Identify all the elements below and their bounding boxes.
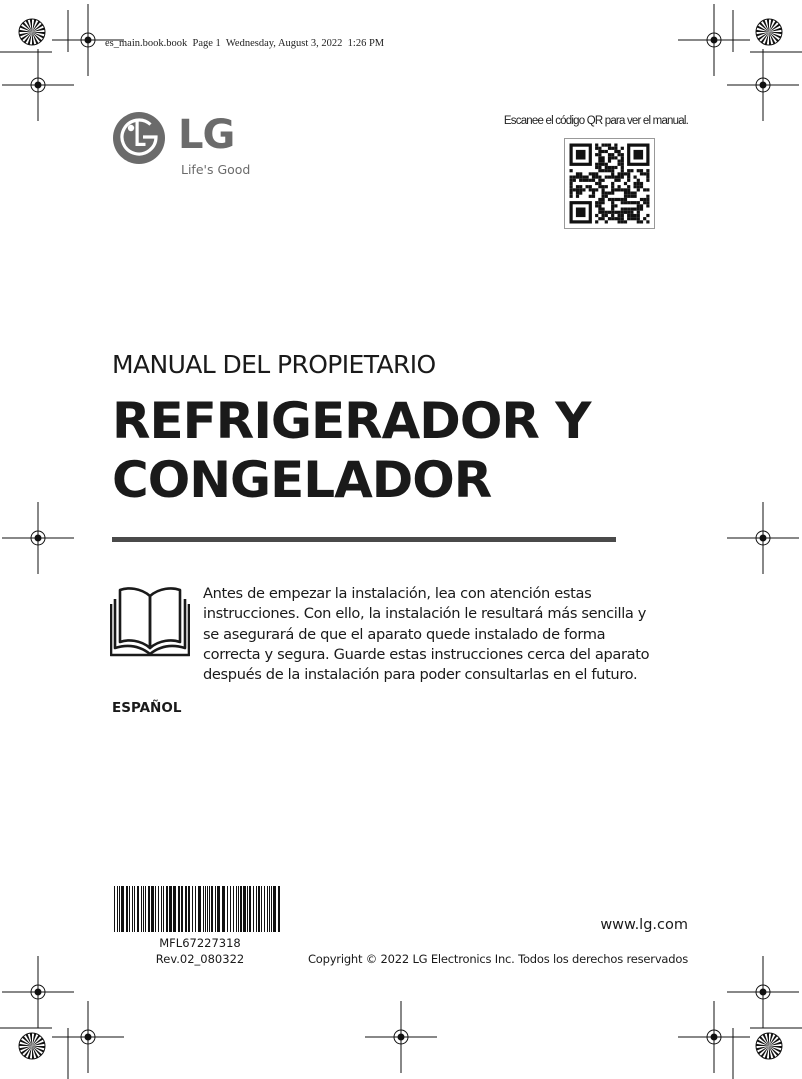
language-label: ESPAÑOL [112,700,182,716]
installation-notice [203,584,683,685]
document-type: MANUAL DEL PROPIETARIO [112,350,436,379]
registration-crosshair [2,49,74,121]
barcode-icon [112,886,284,932]
registration-starburst [19,1033,45,1059]
registration-crosshair [727,49,799,121]
notice-line: Antes de empezar la instalación, lea con atención estas [203,585,592,602]
open-book-icon [110,584,190,658]
logo-tagline: Life's Good [181,162,251,177]
logo-wordmark: LG [178,112,235,158]
revision-code: Rev.02_080322 [155,952,245,966]
notice-line: se asegurará de que el aparato quede instalado de forma [203,625,606,643]
registration-crosshair [727,956,799,1028]
notice-line: correcta y segura. Guarde estas instrucciones cerca del aparato [203,645,650,663]
registration-crosshair [678,1001,750,1073]
notice-line: después de la instalación para poder consultarlas en el futuro. [203,666,638,684]
product-title-line: REFRIGERADOR Y [112,392,591,450]
registration-crosshair [2,502,74,574]
registration-starburst [19,19,45,45]
qr-code-icon[interactable] [564,138,655,229]
registration-starburst [756,19,782,45]
print-header: es_main.book.book Page 1 Wednesday, August 3, 2022 1:26 PM [105,38,385,49]
registration-crosshair [365,1001,437,1073]
registration-crosshair [727,502,799,574]
registration-crosshair [52,1001,124,1073]
qr-label: Escanee el código QR para ver el manual. [503,115,688,127]
registration-crosshair [2,956,74,1028]
lg-logo-icon [112,111,166,165]
notice-line: instrucciones. Con ello, la instalación le resultará más sencilla y [203,605,647,623]
copyright-notice: Copyright © 2022 LG Electronics Inc. Todos los derechos reservados [307,952,688,966]
product-title [112,392,590,510]
registration-starburst [756,1033,782,1059]
title-divider [112,537,616,542]
registration-crosshair [678,4,750,76]
website-link[interactable]: www.lg.com [600,917,688,933]
product-title-line: CONGELADOR [112,451,492,509]
part-number: MFL67227318 [159,936,241,950]
